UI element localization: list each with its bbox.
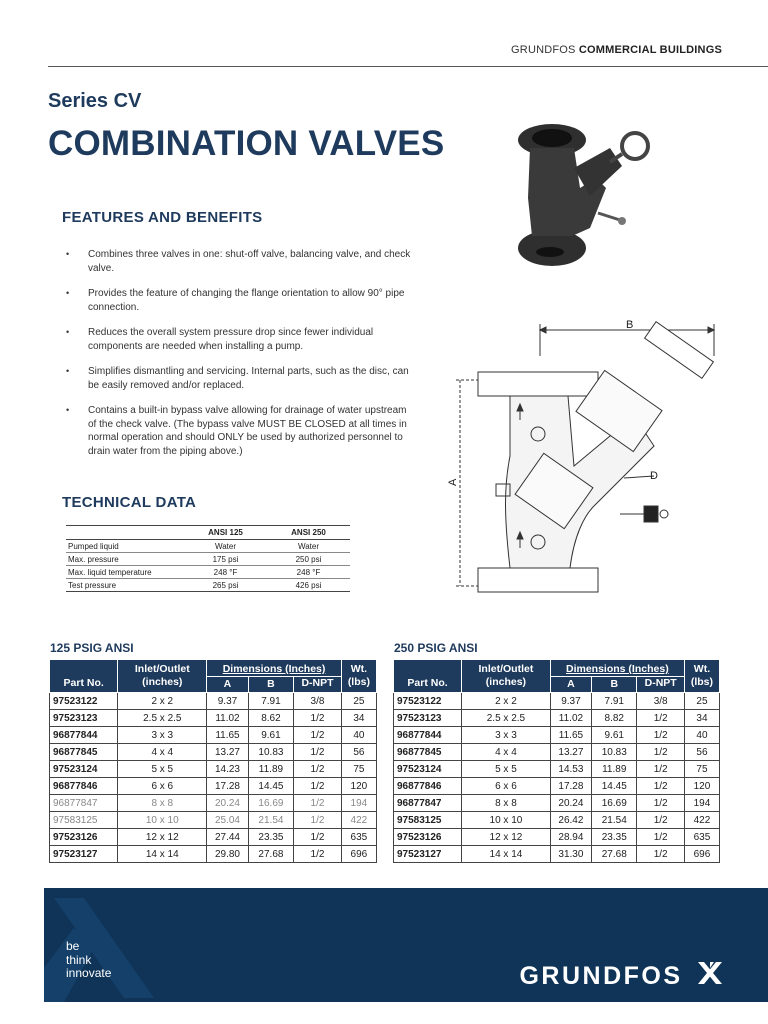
tagline-be: be	[66, 939, 80, 953]
table-cell: 2 x 2	[462, 693, 551, 710]
table-cell: 16.69	[248, 795, 294, 812]
tech-cell: Pumped liquid	[66, 540, 184, 553]
table-cell: 8.62	[248, 710, 294, 727]
table-cell: 8 x 8	[462, 795, 551, 812]
parts-table-125	[49, 659, 377, 863]
tech-cell: Water	[184, 540, 267, 553]
tech-cell: Test pressure	[66, 579, 184, 592]
table-cell: 12 x 12	[462, 829, 551, 846]
logo-text: GRUNDFOS	[519, 962, 683, 990]
table-cell: 8 x 8	[118, 795, 207, 812]
tech-col-label	[66, 526, 184, 540]
table-cell: 14 x 14	[118, 846, 207, 863]
table-cell: 96877845	[394, 744, 462, 761]
table-cell: 23.35	[592, 829, 637, 846]
table-cell: 96877846	[50, 778, 118, 795]
table-cell: 4 x 4	[462, 744, 551, 761]
table-cell: 1/2	[637, 744, 684, 761]
valve-photo	[510, 118, 660, 278]
table-cell: 97523126	[394, 829, 462, 846]
table-cell: 14.23	[207, 761, 248, 778]
grundfos-logo	[519, 960, 724, 991]
table-cell: 12 x 12	[118, 829, 207, 846]
table-cell: 29.80	[207, 846, 248, 863]
tech-cell: Water	[267, 540, 350, 553]
table-cell: 23.35	[248, 829, 294, 846]
table-row	[394, 761, 720, 778]
table-cell: 9.37	[550, 693, 591, 710]
table-cell: 40	[341, 727, 376, 744]
table-cell: 97523123	[394, 710, 462, 727]
table-cell: 1/2	[637, 846, 684, 863]
table-cell: 1/2	[637, 829, 684, 846]
table-cell: 13.27	[550, 744, 591, 761]
table-row	[50, 693, 377, 710]
table-cell: 97523126	[50, 829, 118, 846]
table-cell: 3/8	[294, 693, 342, 710]
header-rule	[48, 66, 768, 67]
col-a: A	[207, 677, 248, 693]
parts-table-250	[393, 659, 720, 863]
table-cell: 96877846	[394, 778, 462, 795]
table-cell: 97523124	[50, 761, 118, 778]
table-cell: 120	[684, 778, 719, 795]
table-cell: 1/2	[294, 778, 342, 795]
table-cell: 10.83	[592, 744, 637, 761]
table-cell: 1/2	[637, 778, 684, 795]
table-cell: 25	[684, 693, 719, 710]
table-cell: 7.91	[592, 693, 637, 710]
table-cell: 194	[341, 795, 376, 812]
feature-item: • Provides the feature of changing the flange orientation to allow 90° pipe connection.	[66, 287, 416, 314]
features-heading: FEATURES AND BENEFITS	[62, 209, 263, 226]
table-cell: 96877845	[50, 744, 118, 761]
table-cell: 1/2	[294, 829, 342, 846]
dim-d-label: D	[650, 470, 658, 482]
feature-item: • Reduces the overall system pressure drop since fewer individual components are needed when installing a pump.	[66, 326, 416, 353]
tagline	[66, 940, 111, 981]
col-part-no: Part No.	[394, 660, 462, 693]
table-row	[50, 795, 377, 812]
tech-cell: Max. liquid temperature	[66, 566, 184, 579]
table-cell: 26.42	[550, 812, 591, 829]
table-cell: 2.5 x 2.5	[118, 710, 207, 727]
table-cell: 16.69	[592, 795, 637, 812]
table-cell: 14 x 14	[462, 846, 551, 863]
table-cell: 97523122	[50, 693, 118, 710]
table-cell: 11.02	[550, 710, 591, 727]
col-part-no: Part No.	[50, 660, 118, 693]
tech-cell: 426 psi	[267, 579, 350, 592]
tech-col-ansi250: ANSI 250	[267, 526, 350, 540]
table-cell: 1/2	[637, 795, 684, 812]
table-cell: 422	[684, 812, 719, 829]
table-cell: 14.45	[592, 778, 637, 795]
table-cell: 11.89	[592, 761, 637, 778]
table-cell: 97523127	[50, 846, 118, 863]
tech-cell: 175 psi	[184, 553, 267, 566]
table-cell: 14.45	[248, 778, 294, 795]
header-brand	[511, 44, 722, 56]
dim-b-label: B	[626, 319, 634, 331]
table-row	[50, 829, 377, 846]
table-cell: 96877844	[50, 727, 118, 744]
col-inlet-outlet: Inlet/Outlet (inches)	[462, 660, 551, 693]
table-row	[394, 693, 720, 710]
table-cell: 13.27	[207, 744, 248, 761]
table-cell: 75	[341, 761, 376, 778]
table-cell: 2.5 x 2.5	[462, 710, 551, 727]
table-cell: 11.89	[248, 761, 294, 778]
feature-item: • Combines three valves in one: shut-off valve, balancing valve, and check valve.	[66, 248, 416, 275]
tech-row	[66, 566, 350, 579]
col-a: A	[550, 677, 591, 693]
table-cell: 635	[684, 829, 719, 846]
tech-col-ansi125: ANSI 125	[184, 526, 267, 540]
tech-row	[66, 579, 350, 592]
table-cell: 10.83	[248, 744, 294, 761]
col-b: B	[592, 677, 637, 693]
table-cell: 3/8	[637, 693, 684, 710]
table-cell: 31.30	[550, 846, 591, 863]
tech-cell: 265 psi	[184, 579, 267, 592]
table-cell: 97583125	[50, 812, 118, 829]
tagline-think: think	[66, 952, 92, 967]
table-cell: 96877847	[50, 795, 118, 812]
dim-a-label: A	[447, 478, 459, 486]
col-b: B	[248, 677, 294, 693]
table-cell: 34	[684, 710, 719, 727]
table-cell: 1/2	[294, 795, 342, 812]
table-cell: 6 x 6	[462, 778, 551, 795]
col-dnpt: D-NPT	[637, 677, 684, 693]
grundfos-x-icon	[696, 960, 724, 986]
table-row	[394, 829, 720, 846]
table-cell: 10 x 10	[118, 812, 207, 829]
table-cell: 20.24	[550, 795, 591, 812]
technical-data-table	[66, 525, 350, 592]
table-row	[394, 778, 720, 795]
table-cell: 25.04	[207, 812, 248, 829]
table250-title: 250 PSIG ANSI	[394, 641, 478, 655]
table-row	[394, 795, 720, 812]
table-row	[394, 846, 720, 863]
col-dnpt: D-NPT	[294, 677, 342, 693]
table-cell: 97523122	[394, 693, 462, 710]
feature-item: • Simplifies dismantling and servicing. Internal parts, such as the disc, can be easily removed and/or replaced.	[66, 365, 416, 392]
table-cell: 2 x 2	[118, 693, 207, 710]
table-cell: 696	[684, 846, 719, 863]
table-cell: 14.53	[550, 761, 591, 778]
dimension-drawing	[444, 316, 724, 596]
series-label: Series CV	[48, 90, 142, 112]
col-weight: Wt. (lbs)	[684, 660, 719, 693]
table-cell: 1/2	[294, 727, 342, 744]
table-cell: 1/2	[637, 761, 684, 778]
table-cell: 96877847	[394, 795, 462, 812]
table-cell: 56	[684, 744, 719, 761]
table-cell: 7.91	[248, 693, 294, 710]
table-cell: 8.82	[592, 710, 637, 727]
table-cell: 6 x 6	[118, 778, 207, 795]
table-row	[50, 744, 377, 761]
table-cell: 25	[341, 693, 376, 710]
table-row	[50, 727, 377, 744]
table-cell: 120	[341, 778, 376, 795]
table-cell: 5 x 5	[118, 761, 207, 778]
table-cell: 9.61	[592, 727, 637, 744]
table-cell: 10 x 10	[462, 812, 551, 829]
table-cell: 1/2	[294, 710, 342, 727]
table-cell: 3 x 3	[118, 727, 207, 744]
table-cell: 1/2	[294, 812, 342, 829]
table-cell: 422	[341, 812, 376, 829]
tech-cell: Max. pressure	[66, 553, 184, 566]
table-cell: 17.28	[207, 778, 248, 795]
table-cell: 97523123	[50, 710, 118, 727]
features-list	[66, 248, 416, 470]
tech-cell: 248 °F	[184, 566, 267, 579]
table-cell: 194	[684, 795, 719, 812]
table-cell: 17.28	[550, 778, 591, 795]
tech-row	[66, 553, 350, 566]
table-cell: 9.61	[248, 727, 294, 744]
table-cell: 1/2	[637, 710, 684, 727]
table-cell: 28.94	[550, 829, 591, 846]
table-cell: 635	[341, 829, 376, 846]
table-cell: 97583125	[394, 812, 462, 829]
table-row	[394, 710, 720, 727]
table-cell: 27.68	[248, 846, 294, 863]
page-title: COMBINATION VALVES	[48, 124, 445, 163]
table-cell: 34	[341, 710, 376, 727]
table-cell: 56	[341, 744, 376, 761]
table-cell: 1/2	[294, 744, 342, 761]
table-cell: 9.37	[207, 693, 248, 710]
table-cell: 696	[341, 846, 376, 863]
brand-strong: COMMERCIAL BUILDINGS	[578, 44, 722, 56]
table125-title: 125 PSIG ANSI	[50, 641, 134, 655]
technical-heading: TECHNICAL DATA	[62, 494, 197, 511]
table-cell: 20.24	[207, 795, 248, 812]
brand-prefix: GRUNDFOS	[511, 44, 576, 56]
tech-row	[66, 540, 350, 553]
table-cell: 4 x 4	[118, 744, 207, 761]
col-dimensions: Dimensions (Inches)	[550, 660, 684, 677]
table-cell: 11.65	[550, 727, 591, 744]
table-cell: 97523127	[394, 846, 462, 863]
table-row	[50, 710, 377, 727]
footer-band	[44, 888, 768, 1002]
table-cell: 1/2	[294, 761, 342, 778]
tech-cell: 250 psi	[267, 553, 350, 566]
table-cell: 3 x 3	[462, 727, 551, 744]
table-cell: 97523124	[394, 761, 462, 778]
table-row	[394, 727, 720, 744]
table-row	[394, 812, 720, 829]
col-weight: Wt. (lbs)	[341, 660, 376, 693]
tagline-innovate: innovate	[66, 966, 112, 980]
table-cell: 96877844	[394, 727, 462, 744]
table-row	[50, 846, 377, 863]
table-cell: 1/2	[637, 812, 684, 829]
table-cell: 21.54	[592, 812, 637, 829]
tech-cell: 248 °F	[267, 566, 350, 579]
table-cell: 11.02	[207, 710, 248, 727]
table-row	[394, 744, 720, 761]
table-cell: 21.54	[248, 812, 294, 829]
table-cell: 75	[684, 761, 719, 778]
table-cell: 40	[684, 727, 719, 744]
col-dimensions: Dimensions (Inches)	[207, 660, 342, 677]
table-cell: 27.68	[592, 846, 637, 863]
table-cell: 11.65	[207, 727, 248, 744]
table-row	[50, 812, 377, 829]
col-inlet-outlet: Inlet/Outlet (inches)	[118, 660, 207, 693]
table-cell: 27.44	[207, 829, 248, 846]
feature-item: • Contains a built-in bypass valve allowing for drainage of water upstream of the check valve. (The bypass valve MUST BE CLOSED at all times in normal operation and should ONLY be used by authorized personnel to drain water from the piping above.)	[66, 404, 416, 458]
table-row	[50, 761, 377, 778]
table-cell: 1/2	[294, 846, 342, 863]
table-cell: 5 x 5	[462, 761, 551, 778]
table-row	[50, 778, 377, 795]
table-cell: 1/2	[637, 727, 684, 744]
